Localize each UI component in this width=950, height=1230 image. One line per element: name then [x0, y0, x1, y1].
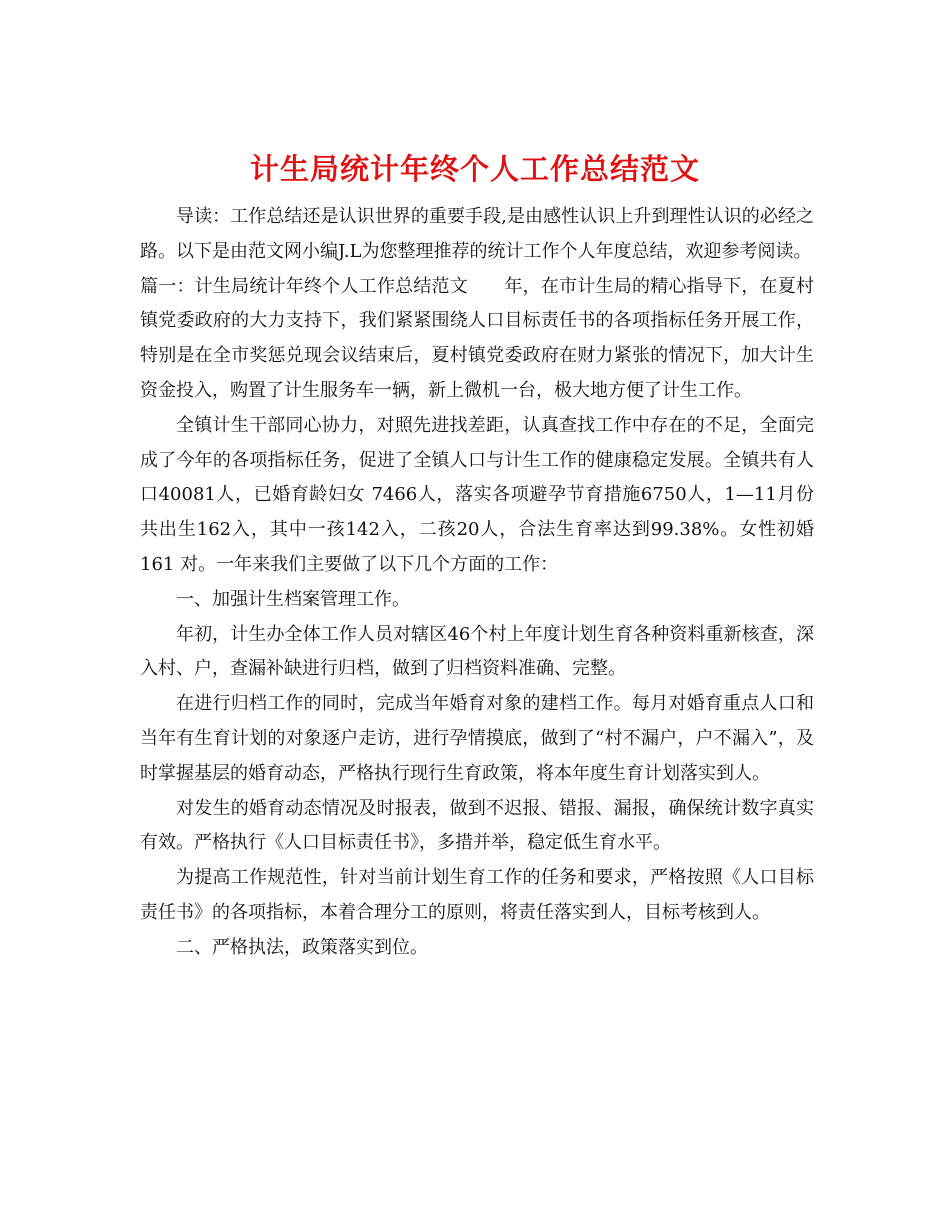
- section-heading-enforcement: 二、严格执法，政策落实到位。: [176, 936, 428, 958]
- paragraph-statistics: 全镇计生干部同心协力，对照先进找差距，认真查找工作中存在的不足，全面完成了今年的各项指标任务，促进了全镇人口与计生工作的健康稳定发展。全镇共有人口40081人，已婚育龄妇女 7466人，落实各项避孕节育措施6750人，1—11月份共出生162入，其中一孩142入，二孩20人，合法生育率达到99.38%。女性初婚161 对。一年来我们主要做了以下几个方面的工作：: [140, 414, 814, 575]
- paragraph-part-one: 篇一：计生局统计年终个人工作总结范文 年，在市计生局的精心指导下，在夏村镇党委政府的大力支持下，我们紧紧围绕人口目标责任书的各项指标任务开展工作，特别是在全市奖惩兑现会议结束后，夏村镇党委政府在财力紧张的情况下，加大计生资金投入，购置了计生服务车一辆，新上微机一台，极大地方便了计生工作。: [140, 275, 814, 401]
- section-heading-archive: 一、加强计生档案管理工作。: [176, 588, 410, 610]
- paragraph-reporting: 对发生的婚育动态情况及时报表，做到不迟报、错报、漏报，确保统计数字真实有效。严格执行《人口目标责任书》，多措并举，稳定低生育水平。: [140, 797, 814, 854]
- document-body: [140, 200, 814, 966]
- paragraph-archive-review: 年初，计生办全体工作人员对辖区46个村上年度计划生育各种资料重新核查，深入村、户，查漏补缺进行归档，做到了归档资料准确、完整。: [140, 623, 814, 680]
- paragraph-intro: 导读：工作总结还是认识世界的重要手段,是由感性认识上升到理性认识的必经之路。以下是由范文网小编J.L为您整理推荐的统计工作个人年度总结，欢迎参考阅读。: [140, 206, 814, 262]
- paragraph-standards: 为提高工作规范性，针对当前计划生育工作的任务和要求，严格按照《人口目标责任书》的各项指标，本着合理分工的原则，将责任落实到人，目标考核到人。: [140, 867, 814, 923]
- document-title: 计生局统计年终个人工作总结范文: [249, 152, 700, 187]
- paragraph-archive-records: 在进行归档工作的同时，完成当年婚育对象的建档工作。每月对婚育重点人口和当年有生育计划的对象逐户走访，进行孕情摸底，做到了“村不漏户，户不漏入”，及时掌握基层的婚育动态，严格执行现行生育政策，将本年度生育计划落实到人。: [140, 693, 814, 784]
